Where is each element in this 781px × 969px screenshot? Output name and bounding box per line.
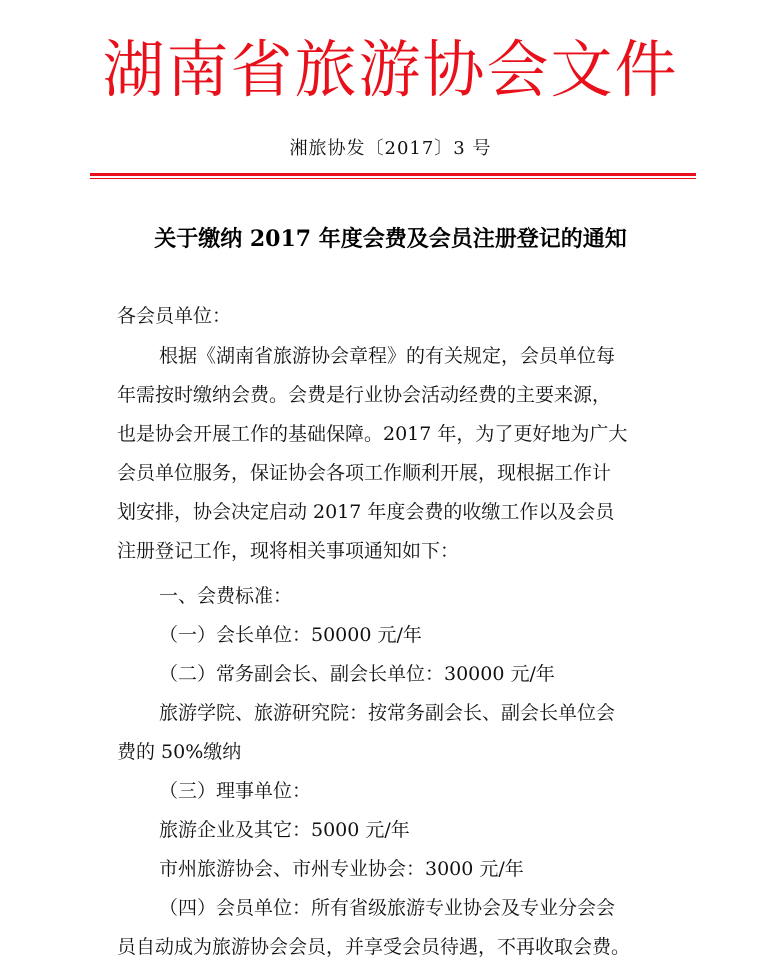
paragraph-line: 年需按时缴纳会费。会费是行业协会活动经费的主要来源， — [117, 384, 612, 406]
salutation: 各会员单位： — [117, 305, 232, 327]
paragraph-line: 根据《湖南省旅游协会章程》的有关规定，会员单位每 — [159, 345, 616, 367]
fee-note-line: 费的 50%缴纳 — [117, 741, 242, 763]
paragraph-line: 划安排，协会决定启动 2017 年度会费的收缴工作以及会员 — [117, 501, 615, 523]
org-header-title: 湖南省旅游协会文件 — [102, 33, 679, 106]
fee-item-director: （三）理事单位： — [159, 780, 312, 802]
red-divider-thin — [90, 178, 696, 179]
fee-standards-section — [117, 577, 677, 967]
fee-subitem-enterprise: 旅游企业及其它：5000 元/年 — [159, 819, 410, 841]
fee-item-president: （一）会长单位：50000 元/年 — [159, 624, 422, 646]
fee-note-line: 旅游学院、旅游研究院：按常务副会长、副会长单位会 — [159, 702, 616, 724]
red-divider-thick — [90, 173, 696, 176]
fee-item-member: （四）会员单位：所有省级旅游专业协会及专业分会会 — [159, 897, 616, 919]
fee-item-vice-president: （二）常务副会长、副会长单位：30000 元/年 — [159, 663, 555, 685]
paragraph-line: 注册登记工作，现将相关事项通知如下： — [117, 540, 460, 562]
paragraph-line: 也是协会开展工作的基础保障。2017 年，为了更好地为广大 — [117, 423, 628, 445]
body-paragraph — [117, 337, 677, 571]
section-heading: 一、会费标准： — [159, 585, 293, 607]
fee-item-member-continued: 员自动成为旅游协会会员，并享受会员待遇，不再收取会费。 — [117, 936, 631, 958]
document-number: 湘旅协发〔2017〕3 号 — [289, 138, 492, 159]
fee-subitem-city-association: 市州旅游协会、市州专业协会：3000 元/年 — [159, 858, 524, 880]
notice-title: 关于缴纳 2017 年度会费及会员注册登记的通知 — [154, 226, 627, 252]
body-salutation-block — [117, 297, 677, 336]
paragraph-line: 会员单位服务，保证协会各项工作顺利开展，现根据工作计 — [117, 462, 612, 484]
